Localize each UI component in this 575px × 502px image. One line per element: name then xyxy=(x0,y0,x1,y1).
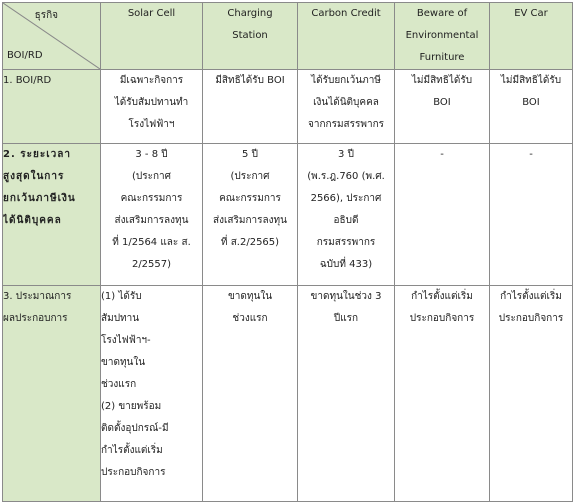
cell-text-line: ประกอบกิจการ xyxy=(409,313,475,324)
header-row xyxy=(3,3,573,70)
table-cell xyxy=(490,286,573,502)
row-header-boi-rd xyxy=(3,70,101,144)
cell-text-line: ได้นิติบุคคล xyxy=(3,215,62,226)
cell-text-line: ผลประกอบการ xyxy=(3,313,68,324)
cell-text-line: - xyxy=(529,149,533,160)
table-cell xyxy=(101,144,203,286)
cell-text-line: ฉบับที่ 433) xyxy=(319,259,373,270)
column-header-ev-car xyxy=(490,3,573,70)
cell-text-line: โรงไฟฟ้าฯ xyxy=(128,119,175,130)
cell-text-line: ที่ ส.2/2565) xyxy=(220,237,280,248)
cell-text-line: คณะกรรมการ xyxy=(219,193,281,204)
cell-text-line: EV Car xyxy=(514,8,548,19)
cell-text-line: กำไรตั้งแต่เริ่ม xyxy=(500,291,562,302)
corner-business-label: ธุรกิจ xyxy=(34,10,58,21)
table-cell xyxy=(101,70,203,144)
cell-text-line: ไม่มีสิทธิได้รับ xyxy=(411,75,473,86)
cell-text-line: Solar Cell xyxy=(127,8,176,19)
table-row xyxy=(3,144,573,286)
cell-text-line: 2. ระยะเวลา xyxy=(3,149,71,160)
cell-text-line: อธิบดี xyxy=(333,215,359,226)
column-header-charging-station xyxy=(203,3,298,70)
cell-text-line: เงินได้นิติบุคคล xyxy=(313,97,379,108)
cell-text-line: 2566), ประกาศ xyxy=(310,193,382,204)
cell-text-line: (2) ขายพร้อม xyxy=(101,401,162,412)
cell-text-line: Beware of xyxy=(416,8,468,19)
cell-text-line: ได้รับยกเว้นภาษี xyxy=(311,75,381,86)
cell-text-line: 3 - 8 ปี xyxy=(135,149,168,160)
corner-header-cell xyxy=(3,3,101,70)
cell-text-line: มีเฉพาะกิจการ xyxy=(119,75,184,86)
table-cell xyxy=(298,144,395,286)
cell-text-line: กำไรตั้งแต่เริ่ม xyxy=(411,291,473,302)
cell-text-line: BOI xyxy=(433,97,451,108)
table-cell xyxy=(101,286,203,502)
cell-text-line: 2/2557) xyxy=(131,259,172,270)
cell-text-line: ขาดทุนใน xyxy=(101,357,146,368)
cell-text-line: ช่วงแรก xyxy=(232,313,268,324)
cell-text-line: สูงสุดในการ xyxy=(3,171,65,182)
cell-text-line: ส่งเสริมการลงทุน xyxy=(213,215,287,226)
cell-text-line: (พ.ร.ฎ.760 (พ.ศ. xyxy=(307,171,385,182)
cell-text-line: 3. ประมาณการ xyxy=(3,291,72,302)
cell-text-line: Furniture xyxy=(419,52,465,63)
table-cell xyxy=(203,70,298,144)
cell-text-line: ได้รับสัมปทานทำ xyxy=(114,97,189,108)
cell-text-line: (ประกาศ xyxy=(230,171,270,182)
table-cell xyxy=(395,70,490,144)
cell-text-line: ที่ 1/2564 และ ส. xyxy=(112,237,191,248)
cell-text-line: Station xyxy=(232,30,268,41)
cell-text-line: โรงไฟฟ้าฯ- xyxy=(101,335,151,346)
table-row xyxy=(3,70,573,144)
column-header-solar-cell xyxy=(101,3,203,70)
table-cell xyxy=(395,144,490,286)
cell-text-line: (1) ได้รับ xyxy=(101,291,142,302)
cell-text-line: BOI xyxy=(522,97,540,108)
cell-text-line: ขาดทุนในช่วง 3 xyxy=(310,291,382,302)
cell-text-line: 1. BOI/RD xyxy=(3,75,52,86)
cell-text-line: ประกอบกิจการ xyxy=(498,313,564,324)
column-header-environmental-furniture xyxy=(395,3,490,70)
cell-text-line: 5 ปี xyxy=(242,149,258,160)
table-cell xyxy=(203,286,298,502)
comparison-table xyxy=(2,2,573,502)
column-header-carbon-credit xyxy=(298,3,395,70)
table-cell xyxy=(490,70,573,144)
table-row xyxy=(3,286,573,502)
row-header-performance-estimate xyxy=(3,286,101,502)
cell-text-line: ยกเว้นภาษีเงิน xyxy=(3,193,76,204)
cell-text-line: ประกอบกิจการ xyxy=(101,467,166,478)
cell-text-line: ติดตั้งอุปกรณ์-มี xyxy=(101,423,169,434)
row-header-exemption-period xyxy=(3,144,101,286)
cell-text-line: Environmental xyxy=(405,30,479,41)
cell-text-line: - xyxy=(440,149,444,160)
cell-text-line: สัมปทาน xyxy=(101,313,140,324)
cell-text-line: คณะกรรมการ xyxy=(120,193,183,204)
cell-text-line: ส่งเสริมการลงทุน xyxy=(114,215,189,226)
cell-text-line: ขาดทุนใน xyxy=(227,291,273,302)
cell-text-line: มีสิทธิได้รับ BOI xyxy=(215,75,285,86)
cell-text-line: Charging xyxy=(227,8,273,19)
cell-text-line: ปีแรก xyxy=(333,313,359,324)
cell-text-line: กำไรตั้งแต่เริ่ม xyxy=(101,445,163,456)
table-cell xyxy=(490,144,573,286)
cell-text-line: Carbon Credit xyxy=(311,8,381,19)
corner-boi-rd-label: BOI/RD xyxy=(7,50,43,61)
cell-text-line: ช่วงแรก xyxy=(101,379,137,390)
table-cell xyxy=(298,70,395,144)
table-cell xyxy=(298,286,395,502)
table-cell xyxy=(395,286,490,502)
cell-text-line: ไม่มีสิทธิได้รับ xyxy=(500,75,562,86)
cell-text-line: 3 ปี xyxy=(338,149,354,160)
cell-text-line: (ประกาศ xyxy=(131,171,171,182)
cell-text-line: กรมสรรพากร xyxy=(316,237,376,248)
cell-text-line: จากกรมสรรพากร xyxy=(307,119,385,130)
table-cell xyxy=(203,144,298,286)
